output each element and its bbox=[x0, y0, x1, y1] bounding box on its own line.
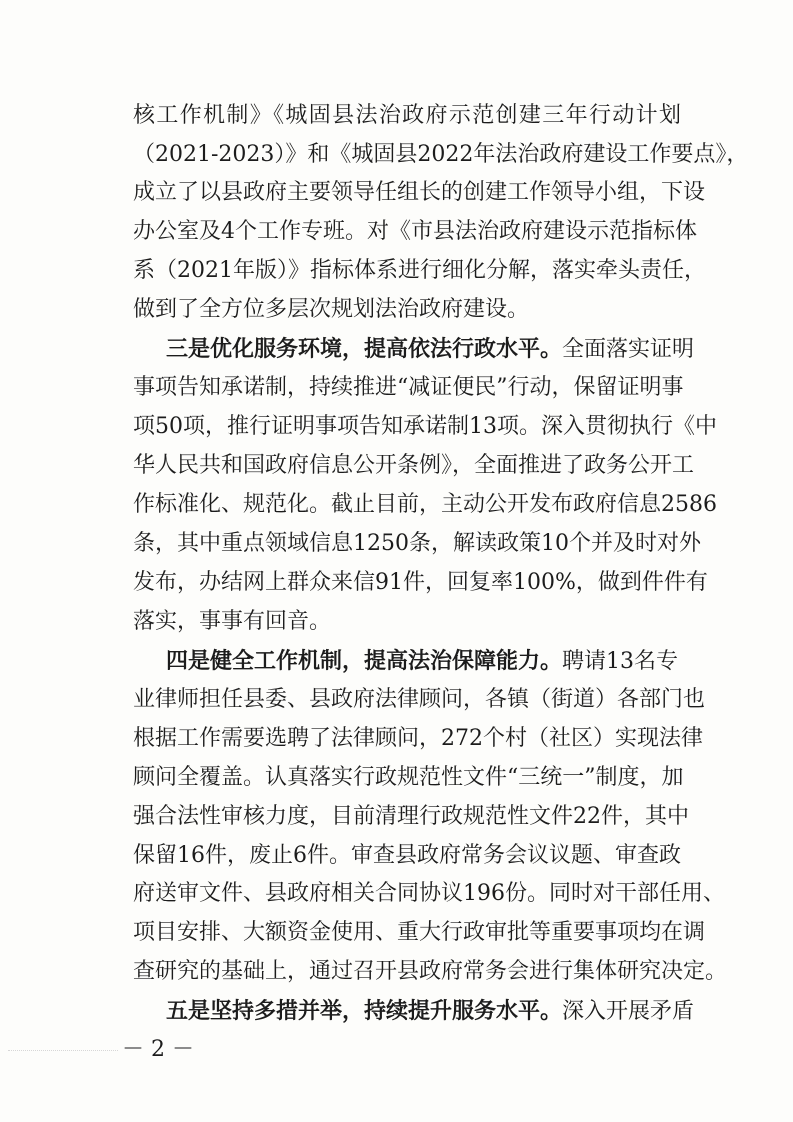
section-4-first-line-text: 聘请13名专 bbox=[562, 649, 679, 674]
body-text-line: 根据工作需要选聘了法律顾问，272个村（社区）实现法律 bbox=[133, 726, 703, 751]
body-text-line: 顾问全覆盖。认真落实行政规范性文件“三统一”制度，加 bbox=[133, 765, 684, 790]
body-text-line: 业律师担任县委、县政府法律顾问，各镇（街道）各部门也 bbox=[133, 687, 706, 712]
section-5-heading: 五是坚持多措并举，持续提升服务水平。 bbox=[166, 998, 563, 1024]
body-text-line: 项50项，推行证明事项告知承诺制13项。深入贯彻执行《中 bbox=[133, 414, 717, 439]
body-text-line: 成立了以县政府主要领导任组长的创建工作领导小组，下设 bbox=[133, 180, 706, 205]
section-5-first-line-text: 深入开展矛盾 bbox=[562, 999, 695, 1024]
body-text-line: 核工作机制》《城固县法治政府示范创建三年行动计划 bbox=[133, 103, 681, 128]
body-text-line: 发布，办结网上群众来信91件，回复率100%，做到件件有 bbox=[133, 570, 708, 595]
section-4-first-line bbox=[166, 643, 681, 679]
body-text-line: 项目安排、大额资金使用、重大行政审批等重要事项均在调 bbox=[133, 920, 706, 945]
page-number: － 2 － bbox=[122, 1037, 194, 1062]
body-text-line: 落实，事事有回音。 bbox=[133, 609, 332, 634]
body-text-line: 条，其中重点领域信息1250条，解读政策10个并及时对外 bbox=[133, 531, 701, 556]
body-text-line: 府送审文件、县政府相关合同协议196份。同时对干部任用、 bbox=[133, 881, 725, 906]
body-text-line: （2021-2023）》和《城固县2022年法治政府建设工作要点》， bbox=[133, 142, 749, 167]
section-3-first-line-text: 全面落实证明 bbox=[562, 337, 695, 362]
body-text-line: 系（2021年版）》指标体系进行细化分解，落实牵头责任， bbox=[133, 258, 706, 283]
section-4-heading: 四是健全工作机制，提高法治保障能力。 bbox=[166, 648, 563, 674]
section-3-heading: 三是优化服务环境，提高依法行政水平。 bbox=[166, 336, 563, 362]
scan-artifact bbox=[8, 1050, 118, 1055]
body-text-line: 保留16件，废止6件。审查县政府常务会议议题、审查政 bbox=[133, 843, 681, 868]
section-3-first-line bbox=[166, 331, 695, 367]
body-text-line: 华人民共和国政府信息公开条例》，全面推进了政务公开工 bbox=[133, 453, 695, 478]
body-text-line: 办公室及4个工作专班。对《市县法治政府建设示范指标体 bbox=[133, 219, 697, 244]
body-text-line: 强合法性审核力度，目前清理行政规范性文件22件，其中 bbox=[133, 804, 689, 829]
section-5-first-line bbox=[166, 993, 695, 1029]
body-text-line: 做到了全方位多层次规划法治政府建设。 bbox=[133, 297, 530, 322]
body-text-line: 作标准化、规范化。截止目前，主动公开发布政府信息2586 bbox=[133, 492, 717, 517]
body-text-line: 查研究的基础上，通过召开县政府常务会进行集体研究决定。 bbox=[133, 959, 728, 984]
body-text-line: 事项告知承诺制，持续推进“减证便民”行动，保留证明事 bbox=[133, 375, 684, 400]
